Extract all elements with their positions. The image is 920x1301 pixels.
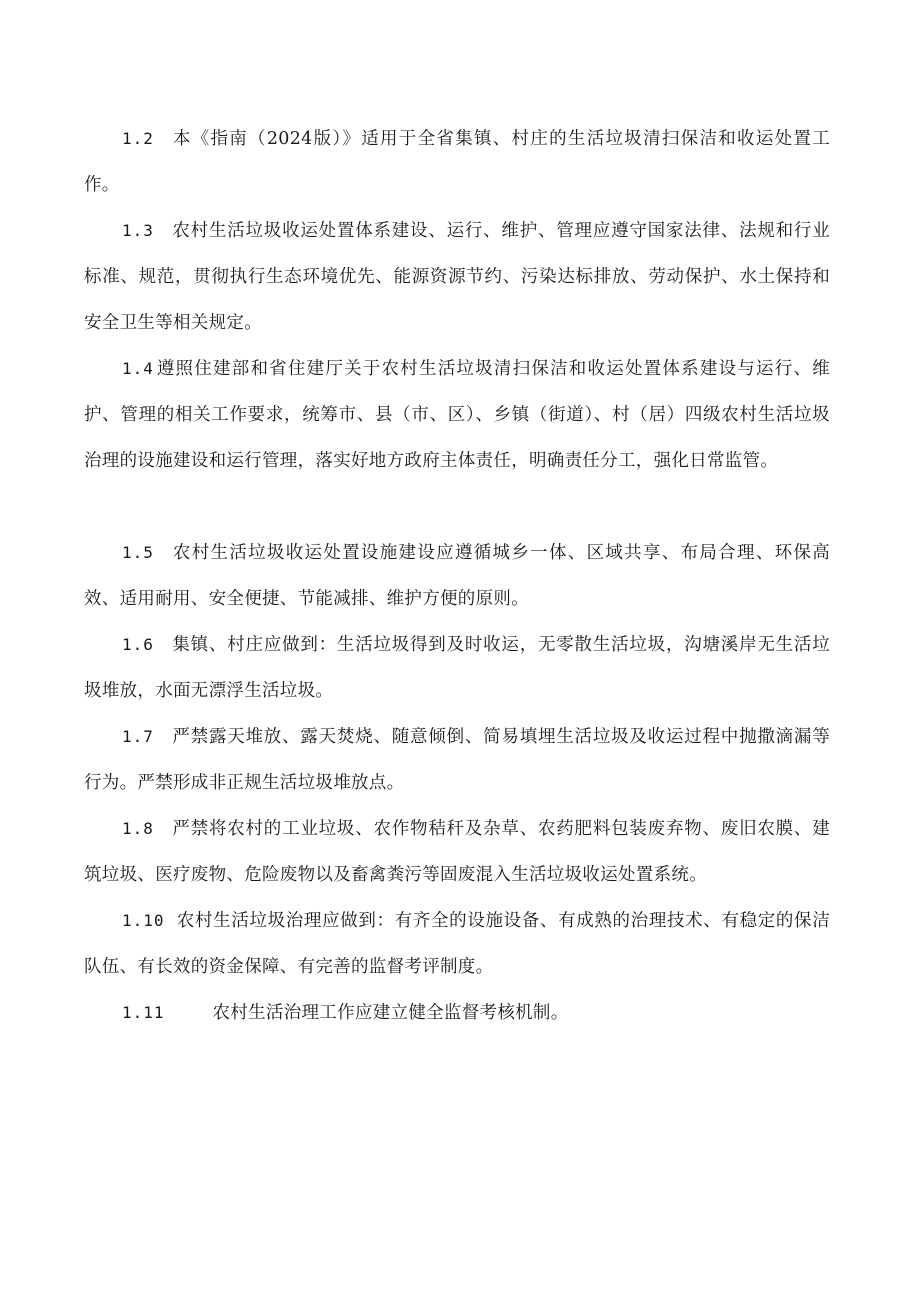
clause-1-3 xyxy=(84,208,830,346)
clause-1-5 xyxy=(84,530,830,622)
clause-text: 农村生活垃圾收运处置体系建设、运行、维护、管理应遵守国家法律、法规和行业标准、规范，贯彻执行生态环境优先、能源资源节约、污染达标排放、劳动保护、水土保持和安全卫生等相关规定。 xyxy=(84,221,830,333)
clause-text: 严禁将农村的工业垃圾、农作物秸秆及杂草、农药肥料包装废弃物、废旧农膜、建筑垃圾、医疗废物、危险废物以及畜禽粪污等固废混入生活垃圾收运处置系统。 xyxy=(84,819,830,885)
clause-1-8 xyxy=(84,806,830,898)
clause-text: 严禁露天堆放、露天焚烧、随意倾倒、简易填埋生活垃圾及收运过程中抛撒滴漏等行为。严禁形成非正规生活垃圾堆放点。 xyxy=(84,727,830,793)
clause-number: 1.2 xyxy=(122,129,154,148)
clause-number: 1.5 xyxy=(122,543,154,562)
clause-1-7 xyxy=(84,714,830,806)
clause-number: 1.6 xyxy=(122,635,154,654)
clause-text: 农村生活治理工作应建立健全监督考核机制。 xyxy=(212,1003,569,1023)
clause-number: 1.8 xyxy=(122,819,154,838)
clause-1-10 xyxy=(84,898,830,990)
clause-text: 农村生活垃圾治理应做到：有齐全的设施设备、有成熟的治理技术、有稳定的保洁队伍、有长效的资金保障、有完善的监督考评制度。 xyxy=(84,911,830,977)
clause-text: 集镇、村庄应做到：生活垃圾得到及时收运，无零散生活垃圾，沟塘溪岸无生活垃圾堆放，水面无漂浮生活垃圾。 xyxy=(84,635,830,701)
clause-text: 农村生活垃圾收运处置设施建设应遵循城乡一体、区域共享、布局合理、环保高效、适用耐用、安全便捷、节能减排、维护方便的原则。 xyxy=(84,543,830,609)
clause-1-4 xyxy=(84,346,830,484)
clause-1-6 xyxy=(84,622,830,714)
clause-number: 1.10 xyxy=(122,911,165,930)
clause-number: 1.4 xyxy=(122,359,154,378)
clause-number: 1.7 xyxy=(122,727,154,746)
clause-text: 本《指南（2024版）》适用于全省集镇、村庄的生活垃圾清扫保洁和收运处置工作。 xyxy=(84,129,830,195)
clause-number: 1.3 xyxy=(122,221,154,240)
clause-text: 遵照住建部和省住建厅关于农村生活垃圾清扫保洁和收运处置体系建设与运行、维护、管理的相关工作要求，统筹市、县（市、区）、乡镇（街道）、村（居）四级农村生活垃圾治理的设施建设和运行管理，落实好地方政府主体责任，明确责任分工，强化日常监管。 xyxy=(84,359,830,471)
clause-1-11 xyxy=(84,990,830,1036)
clause-1-2 xyxy=(84,116,830,208)
clause-number: 1.11 xyxy=(122,1003,165,1022)
